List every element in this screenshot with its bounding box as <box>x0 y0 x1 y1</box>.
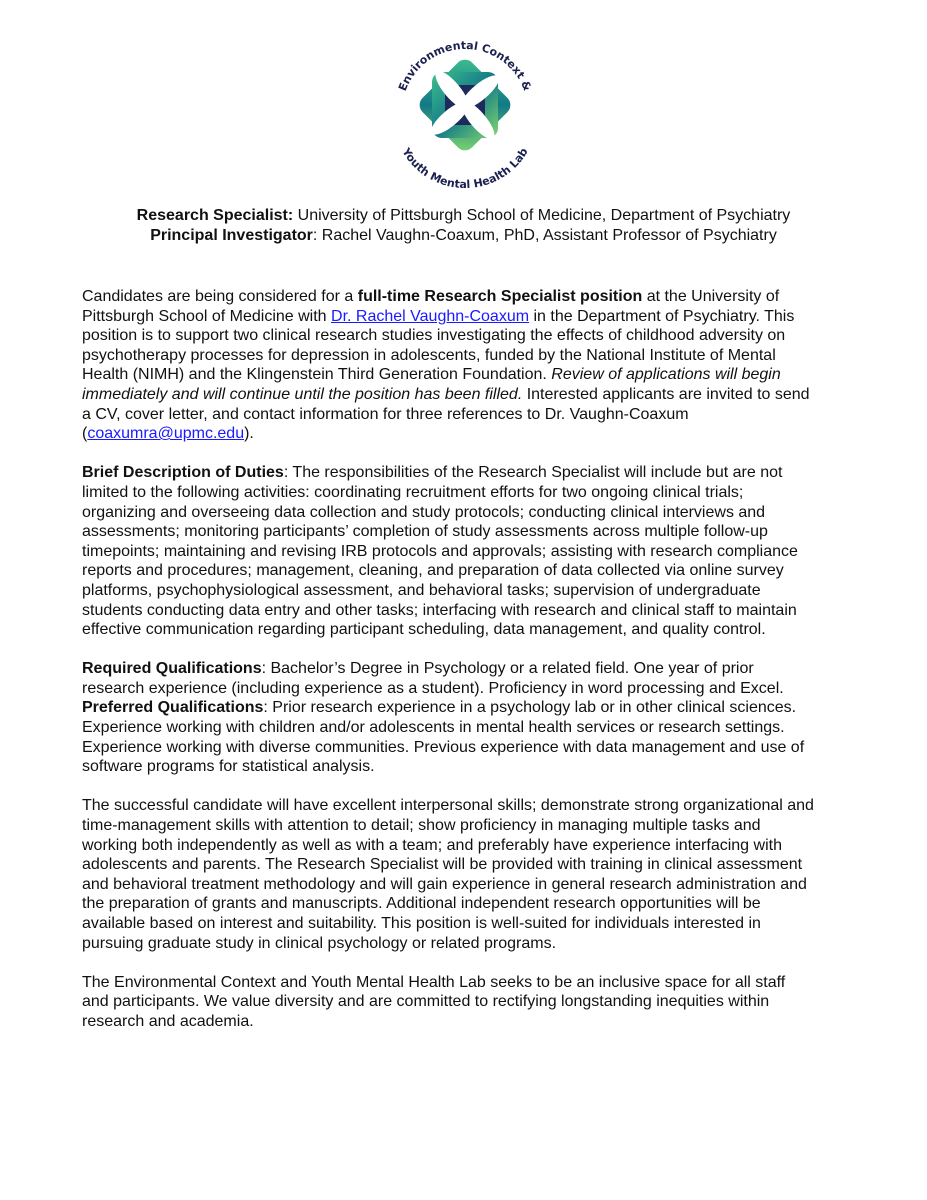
logo-text-bottom: Youth Mental Health Lab <box>399 145 531 190</box>
text-line <box>82 914 814 934</box>
text-line <box>82 542 814 562</box>
text-span: research and academia. <box>82 1012 254 1030</box>
text-line <box>82 934 814 954</box>
text-line <box>82 385 814 405</box>
text-span: Pittsburgh School of Medicine with <box>82 307 332 325</box>
text-line <box>82 738 814 758</box>
position-heading <box>0 206 927 226</box>
lab-logo <box>380 20 550 190</box>
text-line <box>82 796 814 816</box>
text-span: in the Department of Psychiatry. This <box>529 307 795 325</box>
text-span: research experience (including experience as a student). Proficiency in word processing and Excel. <box>82 679 784 697</box>
text-span: timepoints; maintaining and revising IRB protocols and approvals; assisting with research compliance <box>82 542 798 560</box>
link[interactable]: coaxumra@upmc.edu <box>87 425 245 443</box>
text-span: effective communication regarding participant scheduling, data management, and quality control. <box>82 621 766 639</box>
inclusion-paragraph <box>82 973 814 1032</box>
text-span: psychotherapy processes for depression in adolescents, funded by the National Institute of Mental <box>82 346 776 364</box>
text-span: and behavioral treatment methodology and will gain experience in general research administration and <box>82 875 807 893</box>
text-span: the preparation of grants and manuscripts. Additional independent research opportunities will be <box>82 895 761 913</box>
text-span: Health (NIMH) and the Klingenstein Third Generation Foundation. <box>82 366 552 384</box>
text-span: Candidates are being considered for a <box>82 288 358 305</box>
candidate-paragraph <box>82 796 814 953</box>
italic-text: immediately and will continue until the position has been filled. <box>82 385 523 403</box>
text-line <box>82 698 814 718</box>
text-line <box>82 503 814 523</box>
text-line <box>82 561 814 581</box>
text-line <box>82 326 814 346</box>
text-span: : Prior research experience in a psychology lab or in other clinical sciences. <box>263 699 797 717</box>
intro-paragraph <box>82 287 814 444</box>
text-span: software programs for statistical analysis. <box>82 758 375 776</box>
italic-text: Review of applications will begin <box>551 366 781 384</box>
text-span: pursuing graduate study in clinical psychology or related programs. <box>82 934 557 952</box>
text-span: adolescents and parents. The Research Specialist will be provided with training in clinical assessment <box>82 856 803 874</box>
text-line <box>82 992 814 1012</box>
text-span: platforms, psychophysiological assessment, and behavioral tasks; supervision of undergraduate <box>82 581 761 599</box>
text-line <box>82 620 814 640</box>
logo-text-top: Environmental Context & <box>396 38 535 93</box>
text-span: position is to support two clinical research studies investigating the effects of childhood adversity on <box>82 327 786 345</box>
text-span: reports and procedures; management, cleaning, and preparation of data collected via online survey <box>82 562 784 580</box>
text-line <box>82 424 814 444</box>
bold-text: Required Qualifications <box>82 660 262 678</box>
text-span: working both independently as well as with a team; and preferably have experience interfacing with <box>82 836 782 854</box>
text-line <box>82 973 814 993</box>
text-line <box>82 365 814 385</box>
position-label: Research Specialist: <box>136 207 294 224</box>
document-body <box>82 287 814 1051</box>
text-span: : Bachelor’s Degree in Psychology or a related field. One year of prior <box>261 660 754 678</box>
text-span: at the University of <box>642 288 780 305</box>
text-span: ( <box>82 425 88 443</box>
text-span: a CV, cover letter, and contact information for three references to Dr. Vaughn-Coaxum <box>82 405 689 423</box>
text-line <box>82 855 814 875</box>
text-line <box>82 405 814 425</box>
text-span: students conducting data entry and other tasks; interfacing with research and clinical staff to maintain <box>82 601 797 619</box>
bold-text: full-time Research Specialist position <box>357 288 643 305</box>
text-line <box>82 522 814 542</box>
text-span: limited to the following activities: coordinating recruitment efforts for two ongoing clinical trials; <box>82 483 744 501</box>
text-span: The successful candidate will have excellent interpersonal skills; demonstrate strong organizational and <box>82 797 814 815</box>
text-line <box>82 718 814 738</box>
text-line <box>82 463 814 483</box>
qualifications-paragraph <box>82 659 814 777</box>
text-line <box>82 679 814 699</box>
pi-heading <box>0 226 927 246</box>
text-line <box>82 894 814 914</box>
pi-label: Principal Investigator <box>150 227 313 244</box>
text-span: available based on interest and suitability. This position is well-suited for individuals interested in <box>82 915 761 932</box>
duties-paragraph <box>82 463 814 639</box>
text-span: ). <box>244 425 254 443</box>
text-span: assessments; monitoring participants’ completion of study assessments across multiple follow-up <box>82 523 768 541</box>
logo-emblem-icon <box>416 56 515 155</box>
text-line <box>82 757 814 777</box>
text-span: and participants. We value diversity and are committed to rectifying longstanding inequities within <box>82 993 770 1011</box>
text-line <box>82 287 814 307</box>
link[interactable]: Dr. Rachel Vaughn-Coaxum <box>331 307 530 325</box>
position-text: University of Pittsburgh School of Medicine, Department of Psychiatry <box>293 207 791 224</box>
bold-text: Preferred Qualifications <box>82 699 264 717</box>
text-line <box>82 875 814 895</box>
pi-text: : Rachel Vaughn-Coaxum, PhD, Assistant Professor of Psychiatry <box>312 227 777 244</box>
text-span: : The responsibilities of the Research Specialist will include but are not <box>283 464 783 482</box>
text-span: Interested applicants are invited to send <box>522 385 810 403</box>
text-span: The Environmental Context and Youth Mental Health Lab seeks to be an inclusive space for all staff <box>82 973 786 991</box>
text-line <box>82 307 814 327</box>
text-span: organizing and overseeing data collection and study protocols; conducting clinical interviews and <box>82 503 766 521</box>
text-line <box>82 601 814 621</box>
text-span: time-management skills with attention to detail; show proficiency in managing multiple tasks and <box>82 817 761 835</box>
text-line <box>82 1012 814 1032</box>
text-line <box>82 836 814 856</box>
text-span: Experience working with children and/or adolescents in mental health services or research settings. <box>82 719 785 737</box>
text-line <box>82 346 814 366</box>
text-line <box>82 659 814 679</box>
text-span: Experience working with diverse communities. Previous experience with data management and use of <box>82 738 805 756</box>
text-line <box>82 581 814 601</box>
text-line <box>82 816 814 836</box>
text-line <box>82 483 814 503</box>
bold-text: Brief Description of Duties <box>82 464 284 482</box>
